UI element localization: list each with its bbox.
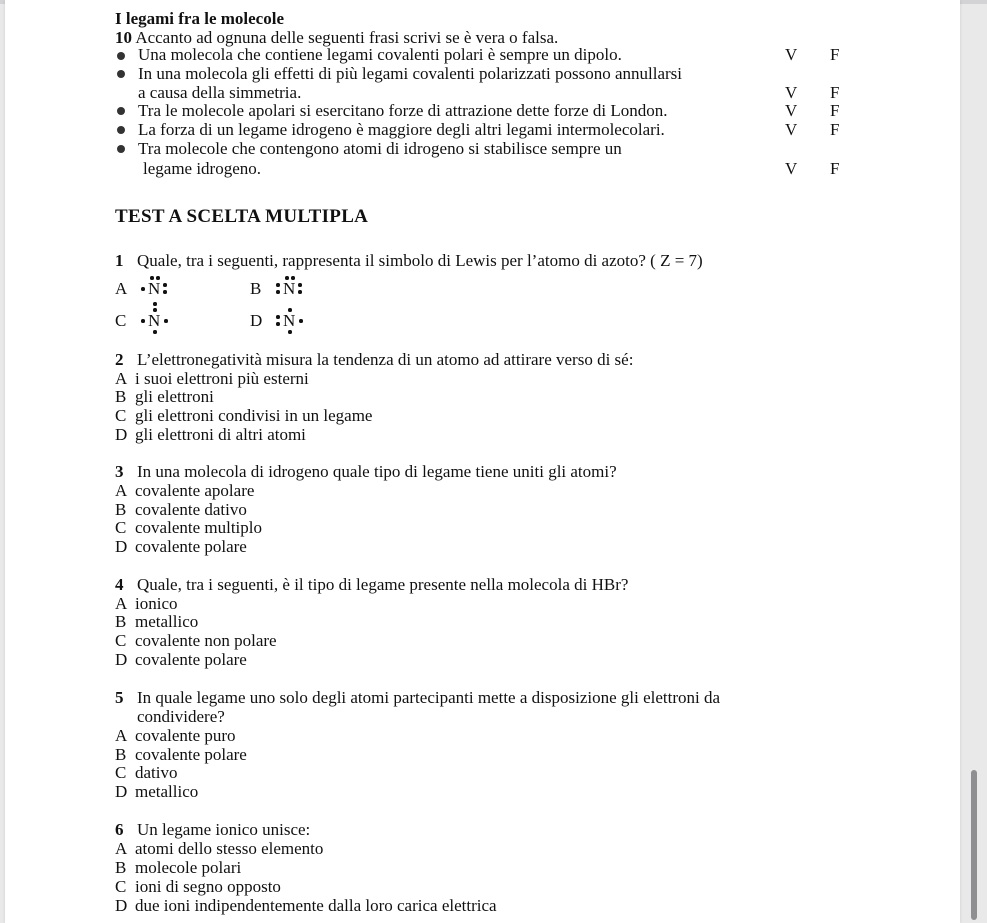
electron-dot xyxy=(156,276,160,280)
electron-dot xyxy=(141,287,145,291)
electron-dot xyxy=(150,276,154,280)
electron-dot xyxy=(153,330,157,334)
q2-option-b[interactable]: B gli elettroni xyxy=(115,387,214,406)
statement-5-text-line1: Tra molecole che contengono atomi di idrogeno si stabilisce sempre un xyxy=(138,139,622,158)
bullet xyxy=(117,70,125,78)
question-text: L’elettronegatività misura la tendenza di un atomo ad attirare verso di sé: xyxy=(137,350,634,369)
statement-5-text-line2: legame idrogeno. xyxy=(143,159,262,178)
electron-dot xyxy=(298,283,302,287)
electron-dot xyxy=(285,276,289,280)
q5-option-c[interactable]: C dativo xyxy=(115,763,178,782)
electron-dot xyxy=(276,315,280,319)
section-title: TEST A SCELTA MULTIPLA xyxy=(115,206,369,227)
bullet xyxy=(117,145,125,153)
vertical-scrollbar-thumb[interactable] xyxy=(971,770,977,920)
option-b-lewis[interactable] xyxy=(250,279,310,309)
question-text: Quale, tra i seguenti, rappresenta il simbolo di Lewis per l’atomo di azoto? ( Z = 7) xyxy=(137,251,703,270)
statement-3-text: Tra le molecole apolari si esercitano forze di attrazione dette forze di London. xyxy=(138,101,668,120)
statement-2-false[interactable]: F xyxy=(830,83,840,102)
q4-option-d[interactable]: D covalente polare xyxy=(115,650,247,669)
question-number: 5 xyxy=(115,688,124,707)
document-page xyxy=(5,0,960,923)
option-letter: A xyxy=(115,279,128,298)
question-number: 4 xyxy=(115,575,124,594)
question-number: 3 xyxy=(115,462,124,481)
q6-option-b[interactable]: B molecole polari xyxy=(115,858,242,877)
question-1 xyxy=(115,251,703,270)
electron-dot xyxy=(276,290,280,294)
statement-4-false[interactable]: F xyxy=(830,120,840,139)
question-2 xyxy=(115,350,633,369)
statement-1-false[interactable]: F xyxy=(830,45,840,64)
question-number: 6 xyxy=(115,820,124,839)
option-letter: D xyxy=(250,311,263,330)
option-a-lewis[interactable] xyxy=(115,279,175,309)
electron-dot xyxy=(163,290,167,294)
question-number: 2 xyxy=(115,350,124,369)
q5-option-a[interactable]: A covalente puro xyxy=(115,726,236,745)
question-4 xyxy=(115,575,628,594)
q3-option-a[interactable]: A covalente apolare xyxy=(115,481,255,500)
electron-dot xyxy=(276,322,280,326)
question-text-line1: In quale legame uno solo degli atomi partecipanti mette a disposizione gli elettroni da xyxy=(137,688,721,707)
q3-option-d[interactable]: D covalente polare xyxy=(115,537,247,556)
electron-dot xyxy=(299,319,303,323)
electron-dot xyxy=(276,283,280,287)
statement-5-true[interactable]: V xyxy=(785,159,798,178)
q2-option-a[interactable]: A i suoi elettroni più esterni xyxy=(115,369,309,388)
q2-option-d[interactable]: D gli elettroni di altri atomi xyxy=(115,425,306,444)
question-5 xyxy=(115,688,720,707)
instruction-text: Accanto ad ognuna delle seguenti frasi scrivi se è vera o falsa. xyxy=(135,28,559,47)
option-letter: B xyxy=(250,279,262,298)
question-text: Quale, tra i seguenti, è il tipo di legame presente nella molecola di HBr? xyxy=(137,575,629,594)
electron-dot xyxy=(288,308,292,312)
nitrogen-symbol: N xyxy=(148,279,161,298)
exercise-number: 10 xyxy=(115,28,132,47)
electron-dot xyxy=(153,302,157,306)
nitrogen-symbol: N xyxy=(283,311,296,330)
q3-option-b[interactable]: B covalente dativo xyxy=(115,500,247,519)
statement-3-false[interactable]: F xyxy=(830,101,840,120)
statement-4-text: La forza di un legame idrogeno è maggiore degli altri legami intermolecolari. xyxy=(138,120,665,139)
q5-option-b[interactable]: B covalente polare xyxy=(115,745,247,764)
electron-dot xyxy=(164,319,168,323)
q4-option-a[interactable]: A ionico xyxy=(115,594,178,613)
statement-1-true[interactable]: V xyxy=(785,45,798,64)
q3-option-c[interactable]: C covalente multiplo xyxy=(115,518,262,537)
bullet xyxy=(117,107,125,115)
q4-option-b[interactable]: B metallico xyxy=(115,612,199,631)
q6-option-a[interactable]: A atomi dello stesso elemento xyxy=(115,839,324,858)
statement-1-text: Una molecola che contiene legami covalenti polari è sempre un dipolo. xyxy=(138,45,622,64)
q6-option-d[interactable]: D due ioni indipendentemente dalla loro carica elettrica xyxy=(115,896,497,915)
electron-dot xyxy=(291,276,295,280)
statement-2-true[interactable]: V xyxy=(785,83,798,102)
nitrogen-symbol: N xyxy=(148,311,161,330)
electron-dot xyxy=(163,283,167,287)
option-letter: C xyxy=(115,311,127,330)
statement-3-true[interactable]: V xyxy=(785,101,798,120)
bullet xyxy=(117,52,125,60)
option-d-lewis[interactable] xyxy=(250,311,310,341)
option-c-lewis[interactable] xyxy=(115,311,175,341)
question-text: Un legame ionico unisce: xyxy=(137,820,311,839)
statement-5-false[interactable]: F xyxy=(830,159,840,178)
electron-dot xyxy=(288,330,292,334)
question-3 xyxy=(115,462,617,481)
question-6 xyxy=(115,820,310,839)
q4-option-c[interactable]: C covalente non polare xyxy=(115,631,277,650)
statement-2-text-line1: In una molecola gli effetti di più legami covalenti polarizzati possono annullarsi xyxy=(138,64,682,83)
q5-option-d[interactable]: D metallico xyxy=(115,782,199,801)
statement-4-true[interactable]: V xyxy=(785,120,798,139)
electron-dot xyxy=(298,290,302,294)
nitrogen-symbol: N xyxy=(283,279,296,298)
electron-dot xyxy=(153,308,157,312)
bullet xyxy=(117,126,125,134)
q2-option-c[interactable]: C gli elettroni condivisi in un legame xyxy=(115,406,373,425)
statement-2-text-line2: a causa della simmetria. xyxy=(138,83,302,102)
electron-dot xyxy=(141,319,145,323)
question-5-text-line2: condividere? xyxy=(137,707,225,726)
question-number: 1 xyxy=(115,251,124,270)
question-text: In una molecola di idrogeno quale tipo di legame tiene uniti gli atomi? xyxy=(137,462,617,481)
q6-option-c[interactable]: C ioni di segno opposto xyxy=(115,877,281,896)
page-title: I legami fra le molecole xyxy=(115,9,284,28)
